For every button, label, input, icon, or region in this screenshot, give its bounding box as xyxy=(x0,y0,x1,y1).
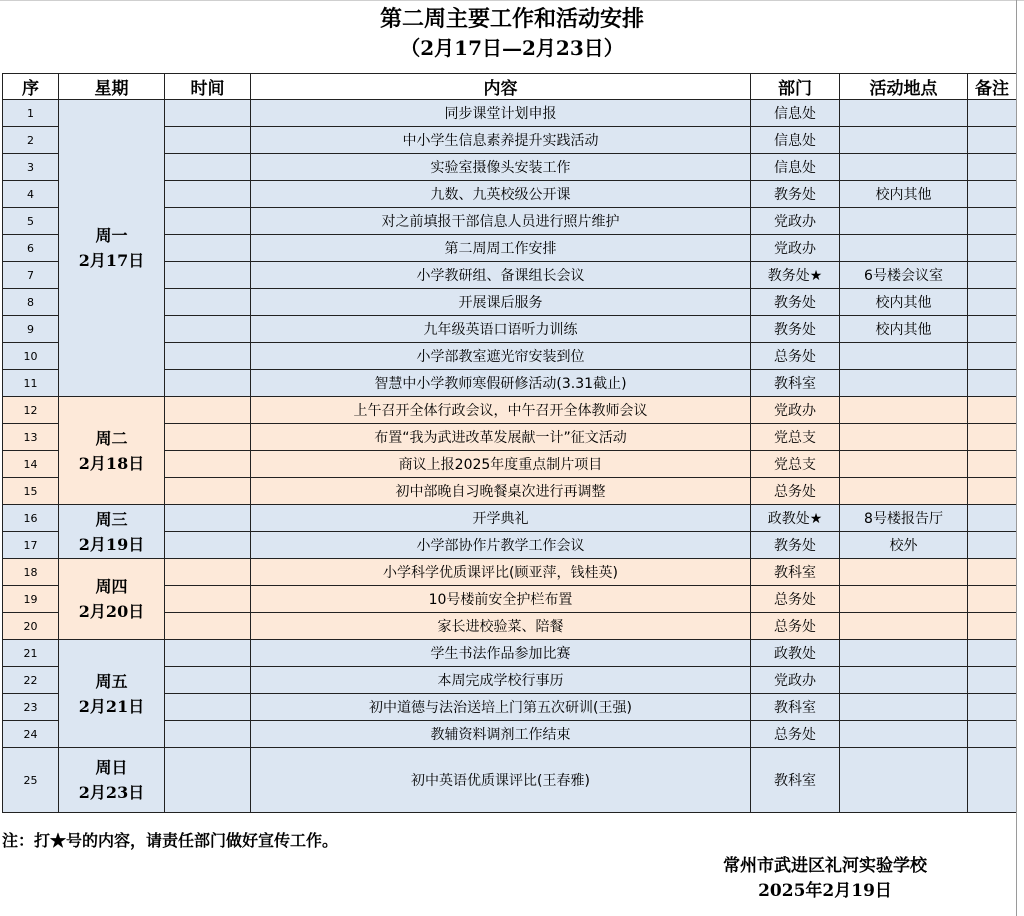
row-remark xyxy=(968,505,1017,532)
row-content: 家长进校验菜、陪餐 xyxy=(251,613,751,640)
row-remark xyxy=(968,397,1017,424)
row-dept: 教科室 xyxy=(751,694,840,721)
top-border xyxy=(0,0,1024,1)
row-remark xyxy=(968,478,1017,505)
table-row xyxy=(3,100,1017,127)
row-time xyxy=(165,505,251,532)
row-seq: 8 xyxy=(3,289,59,316)
table-row xyxy=(3,748,1017,813)
weekday-date: 2月20日 xyxy=(78,602,145,621)
row-location xyxy=(840,478,968,505)
row-content: 对之前填报干部信息人员进行照片维护 xyxy=(251,208,751,235)
row-location xyxy=(840,235,968,262)
row-dept: 党总支 xyxy=(751,451,840,478)
row-time xyxy=(165,721,251,748)
row-time xyxy=(165,343,251,370)
row-location xyxy=(840,343,968,370)
footer-note: 注：打★号的内容，请责任部门做好宣传工作。 xyxy=(2,831,339,850)
weekday-cell-thursday xyxy=(59,559,165,640)
row-remark xyxy=(968,451,1017,478)
row-seq: 2 xyxy=(3,127,59,154)
row-location xyxy=(840,424,968,451)
row-remark xyxy=(968,316,1017,343)
row-location xyxy=(840,370,968,397)
row-dept: 教务处 xyxy=(751,532,840,559)
row-time xyxy=(165,532,251,559)
table-row xyxy=(3,640,1017,667)
row-location xyxy=(840,694,968,721)
schedule-table xyxy=(2,73,1017,813)
row-dept: 党政办 xyxy=(751,235,840,262)
col-header-remark: 备注 xyxy=(968,74,1017,100)
row-remark xyxy=(968,748,1017,813)
row-remark xyxy=(968,100,1017,127)
col-header-content: 内容 xyxy=(251,74,751,100)
row-location xyxy=(840,640,968,667)
col-header-dept: 部门 xyxy=(751,74,840,100)
weekday-date: 2月19日 xyxy=(78,534,145,554)
col-header-location: 活动地点 xyxy=(840,74,968,100)
row-remark xyxy=(968,613,1017,640)
weekday-cell-wednesday xyxy=(59,505,165,559)
col-header-weekday: 星期 xyxy=(59,74,165,100)
row-dept: 党政办 xyxy=(751,667,840,694)
row-seq: 16 xyxy=(3,505,59,532)
row-location xyxy=(840,451,968,478)
row-dept: 政教处 xyxy=(751,640,840,667)
row-content: 小学部协作片教学工作会议 xyxy=(251,532,751,559)
row-content: 上午召开全体行政会议，中午召开全体教师会议 xyxy=(251,397,751,424)
weekday-date: 2月23日 xyxy=(78,783,145,802)
row-time xyxy=(165,100,251,127)
row-seq: 22 xyxy=(3,667,59,694)
row-time xyxy=(165,640,251,667)
weekday-label: 周三 xyxy=(95,509,128,529)
row-location xyxy=(840,208,968,235)
row-dept: 教科室 xyxy=(751,559,840,586)
row-content: 10号楼前安全护栏布置 xyxy=(251,586,751,613)
row-content: 布置“我为武进改革发展献一计”征文活动 xyxy=(251,424,751,451)
row-content: 同步课堂计划申报 xyxy=(251,100,751,127)
row-content: 实验室摄像头安装工作 xyxy=(251,154,751,181)
weekday-date: 2月17日 xyxy=(78,251,145,270)
row-remark xyxy=(968,532,1017,559)
row-content: 本周完成学校行事历 xyxy=(251,667,751,694)
row-dept: 党政办 xyxy=(751,397,840,424)
weekday-cell-monday xyxy=(59,100,165,397)
row-dept: 总务处 xyxy=(751,478,840,505)
row-dept: 信息处 xyxy=(751,127,840,154)
table-row xyxy=(3,397,1017,424)
row-content: 小学部教室遮光帘安装到位 xyxy=(251,343,751,370)
row-seq: 7 xyxy=(3,262,59,289)
row-location: 8号楼报告厅 xyxy=(840,505,968,532)
footer-date: 2025年2月19日 xyxy=(758,881,892,901)
row-remark xyxy=(968,721,1017,748)
row-remark xyxy=(968,343,1017,370)
weekday-cell-friday xyxy=(59,640,165,748)
row-content: 教辅资料调剂工作结束 xyxy=(251,721,751,748)
row-location xyxy=(840,586,968,613)
row-time xyxy=(165,397,251,424)
col-header-seq: 序 xyxy=(3,74,59,100)
row-seq: 23 xyxy=(3,694,59,721)
row-time xyxy=(165,127,251,154)
page-right-edge xyxy=(1016,0,1017,916)
row-content: 小学科学优质课评比(顾亚萍，钱桂英) xyxy=(251,559,751,586)
row-dept: 党政办 xyxy=(751,208,840,235)
row-location xyxy=(840,127,968,154)
row-time xyxy=(165,235,251,262)
row-location xyxy=(840,100,968,127)
row-dept: 信息处 xyxy=(751,100,840,127)
row-dept: 党总支 xyxy=(751,424,840,451)
row-location xyxy=(840,154,968,181)
table-row xyxy=(3,505,1017,532)
row-content: 学生书法作品参加比赛 xyxy=(251,640,751,667)
row-content: 商议上报2025年度重点制片项目 xyxy=(251,451,751,478)
row-content: 开展课后服务 xyxy=(251,289,751,316)
row-seq: 19 xyxy=(3,586,59,613)
row-dept: 教务处 xyxy=(751,181,840,208)
row-seq: 1 xyxy=(3,100,59,127)
row-time xyxy=(165,262,251,289)
row-seq: 25 xyxy=(3,748,59,813)
row-time xyxy=(165,424,251,451)
row-time xyxy=(165,748,251,813)
weekday-label: 周日 xyxy=(95,758,128,777)
row-time xyxy=(165,289,251,316)
row-remark xyxy=(968,262,1017,289)
row-dept: 教务处★ xyxy=(751,262,840,289)
row-dept: 信息处 xyxy=(751,154,840,181)
weekday-cell-tuesday xyxy=(59,397,165,505)
row-content: 智慧中小学教师寒假研修活动(3.31截止) xyxy=(251,370,751,397)
row-seq: 6 xyxy=(3,235,59,262)
row-dept: 教务处 xyxy=(751,289,840,316)
row-seq: 12 xyxy=(3,397,59,424)
weekday-label: 周一 xyxy=(95,226,128,245)
row-dept: 总务处 xyxy=(751,343,840,370)
row-location xyxy=(840,559,968,586)
row-seq: 9 xyxy=(3,316,59,343)
row-seq: 24 xyxy=(3,721,59,748)
row-content: 初中英语优质课评比(王春雅) xyxy=(251,748,751,813)
row-location: 6号楼会议室 xyxy=(840,262,968,289)
weekday-date: 2月21日 xyxy=(78,696,145,716)
weekday-label: 周二 xyxy=(95,428,128,448)
row-remark xyxy=(968,586,1017,613)
row-seq: 17 xyxy=(3,532,59,559)
row-dept: 总务处 xyxy=(751,586,840,613)
row-location xyxy=(840,397,968,424)
row-time xyxy=(165,154,251,181)
row-dept: 总务处 xyxy=(751,721,840,748)
row-seq: 20 xyxy=(3,613,59,640)
row-remark xyxy=(968,208,1017,235)
row-dept: 教科室 xyxy=(751,748,840,813)
row-seq: 11 xyxy=(3,370,59,397)
row-seq: 21 xyxy=(3,640,59,667)
row-content: 开学典礼 xyxy=(251,505,751,532)
row-seq: 18 xyxy=(3,559,59,586)
row-content: 小学教研组、备课组长会议 xyxy=(251,262,751,289)
row-remark xyxy=(968,667,1017,694)
row-seq: 4 xyxy=(3,181,59,208)
footer-school-name: 常州市武进区礼河实验学校 xyxy=(723,856,927,876)
row-location: 校内其他 xyxy=(840,289,968,316)
row-location: 校内其他 xyxy=(840,181,968,208)
weekday-label: 周四 xyxy=(95,577,128,596)
row-remark xyxy=(968,424,1017,451)
row-dept: 教科室 xyxy=(751,370,840,397)
weekday-label: 周五 xyxy=(95,671,128,691)
row-content: 九年级英语口语听力训练 xyxy=(251,316,751,343)
row-time xyxy=(165,613,251,640)
row-time xyxy=(165,181,251,208)
row-seq: 15 xyxy=(3,478,59,505)
row-remark xyxy=(968,181,1017,208)
row-seq: 5 xyxy=(3,208,59,235)
row-content: 第二周周工作安排 xyxy=(251,235,751,262)
row-seq: 13 xyxy=(3,424,59,451)
row-location xyxy=(840,667,968,694)
row-remark xyxy=(968,154,1017,181)
col-header-time: 时间 xyxy=(165,74,251,100)
header-row xyxy=(3,74,1017,100)
row-content: 九数、九英校级公开课 xyxy=(251,181,751,208)
row-time xyxy=(165,694,251,721)
row-location xyxy=(840,721,968,748)
row-seq: 3 xyxy=(3,154,59,181)
weekday-date: 2月18日 xyxy=(78,453,145,473)
row-seq: 14 xyxy=(3,451,59,478)
page-subtitle: （2月17日—2月23日） xyxy=(400,36,624,60)
row-time xyxy=(165,370,251,397)
row-remark xyxy=(968,235,1017,262)
row-remark xyxy=(968,694,1017,721)
row-remark xyxy=(968,127,1017,154)
table-row xyxy=(3,559,1017,586)
row-time xyxy=(165,559,251,586)
row-dept: 教务处 xyxy=(751,316,840,343)
row-remark xyxy=(968,640,1017,667)
row-time xyxy=(165,316,251,343)
row-remark xyxy=(968,559,1017,586)
row-remark xyxy=(968,370,1017,397)
row-content: 中小学生信息素养提升实践活动 xyxy=(251,127,751,154)
row-time xyxy=(165,478,251,505)
page-title: 第二周主要工作和活动安排 xyxy=(379,6,644,32)
row-content: 初中道德与法治送培上门第五次研训(王强) xyxy=(251,694,751,721)
row-time xyxy=(165,208,251,235)
row-seq: 10 xyxy=(3,343,59,370)
row-location xyxy=(840,613,968,640)
row-location xyxy=(840,748,968,813)
row-remark xyxy=(968,289,1017,316)
row-location: 校外 xyxy=(840,532,968,559)
row-content: 初中部晚自习晚餐桌次进行再调整 xyxy=(251,478,751,505)
row-dept: 总务处 xyxy=(751,613,840,640)
row-time xyxy=(165,586,251,613)
row-time xyxy=(165,451,251,478)
weekday-cell-sunday xyxy=(59,748,165,813)
row-location: 校内其他 xyxy=(840,316,968,343)
row-time xyxy=(165,667,251,694)
row-dept: 政教处★ xyxy=(751,505,840,532)
